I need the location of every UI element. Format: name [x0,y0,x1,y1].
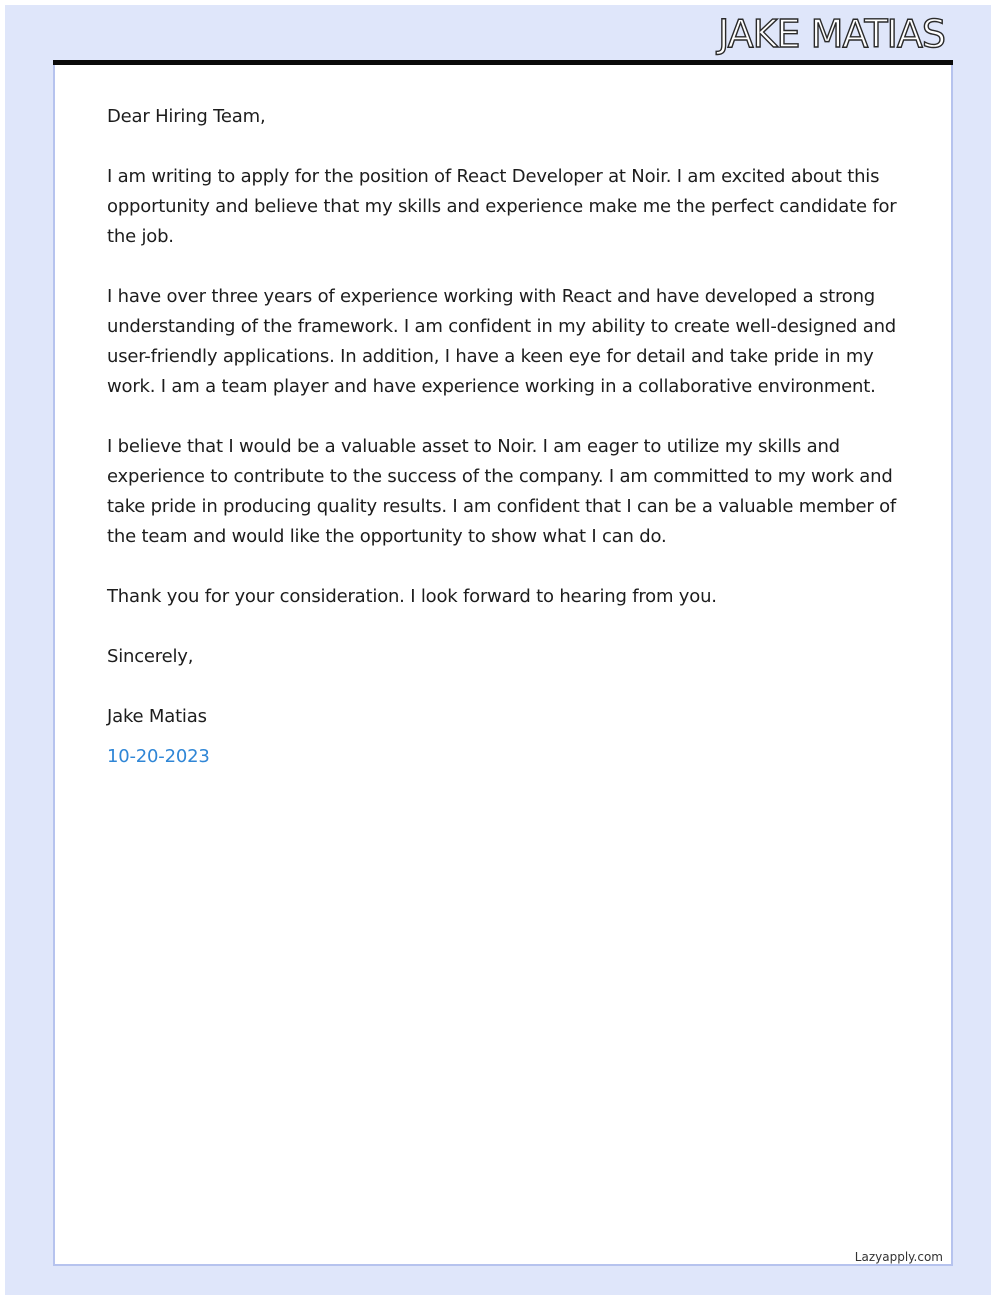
paragraph-intro: I am writing to apply for the position of React Developer at Noir. I am excited about this opportunity and believe that my skills and experience make me the perfect candidate for the job. [107,166,897,247]
paragraph-value: I believe that I would be a valuable asset to Noir. I am eager to utilize my skills and experience to contribute to the success of the company. I am committed to my work and take pride in producing quality results. I am confident that I can be a valuable member of the team and would like the opportunity to show what I can do. [107,436,897,547]
letter-date: 10-20-2023 [107,746,210,767]
salutation: Dear Hiring Team, [107,106,266,127]
letter-page [53,65,953,1266]
letter-body [107,102,907,772]
header-name: JAKE MATIAS [718,12,945,56]
closing: Sincerely, [107,646,194,667]
footer-watermark: Lazyapply.com [854,1250,943,1264]
paragraph-experience: I have over three years of experience working with React and have developed a strong understanding of the framework. I am confident in my ability to create well-designed and user-friendly applications. In addition, I have a keen eye for detail and take pride in my work. I am a team player and have experience working in a collaborative environment. [107,286,897,397]
document-background [5,5,991,1295]
signature: Jake Matias [107,706,207,727]
paragraph-thanks: Thank you for your consideration. I look forward to hearing from you. [107,586,717,607]
